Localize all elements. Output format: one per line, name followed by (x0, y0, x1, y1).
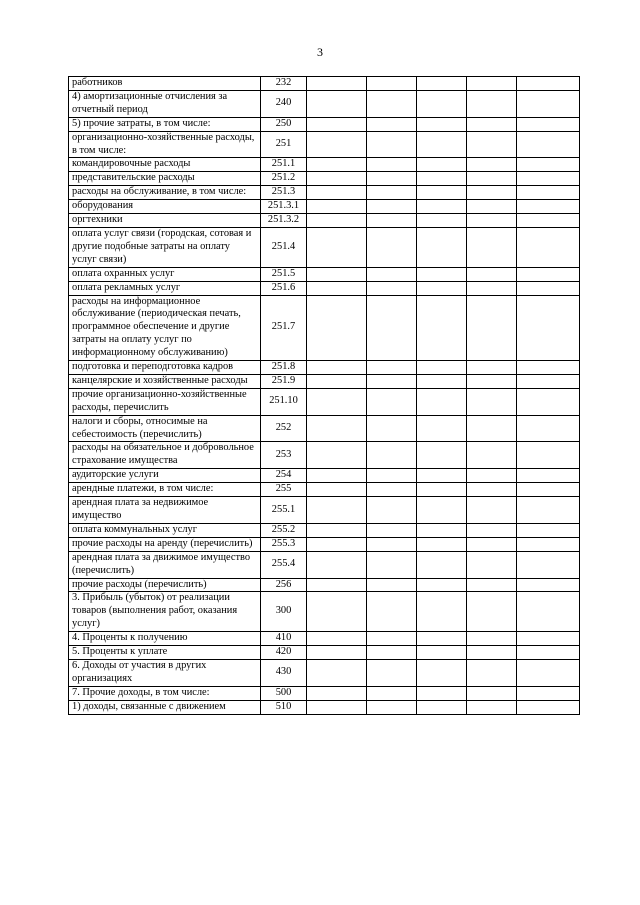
value-cell (307, 497, 367, 524)
value-cell (367, 131, 417, 158)
value-cell (467, 227, 517, 267)
row-code: 500 (261, 686, 307, 700)
value-cell (307, 388, 367, 415)
value-cell (517, 632, 580, 646)
value-cell (417, 592, 467, 632)
value-cell (417, 632, 467, 646)
row-code: 251.5 (261, 267, 307, 281)
value-cell (517, 281, 580, 295)
value-cell (467, 361, 517, 375)
table-row (69, 700, 580, 714)
table-row (69, 77, 580, 91)
value-cell (417, 295, 467, 361)
value-cell (467, 131, 517, 158)
row-name: расходы на обязательное и добровольное страхование имущества (69, 442, 261, 469)
value-cell (367, 77, 417, 91)
table-row (69, 158, 580, 172)
row-code: 420 (261, 646, 307, 660)
row-code: 255 (261, 483, 307, 497)
value-cell (307, 117, 367, 131)
table-row (69, 686, 580, 700)
value-cell (417, 267, 467, 281)
row-name: прочие расходы на аренду (перечислить) (69, 537, 261, 551)
value-cell (467, 578, 517, 592)
value-cell (417, 374, 467, 388)
table-row (69, 632, 580, 646)
value-cell (307, 415, 367, 442)
row-code: 253 (261, 442, 307, 469)
row-name: оплата услуг связи (городская, сотовая и другие подобные затраты на оплату услуг связи) (69, 227, 261, 267)
value-cell (307, 267, 367, 281)
value-cell (517, 172, 580, 186)
row-code: 410 (261, 632, 307, 646)
value-cell (307, 483, 367, 497)
value-cell (307, 592, 367, 632)
value-cell (367, 442, 417, 469)
row-code: 251.3 (261, 186, 307, 200)
value-cell (467, 646, 517, 660)
value-cell (367, 632, 417, 646)
value-cell (417, 497, 467, 524)
value-cell (417, 186, 467, 200)
value-cell (417, 700, 467, 714)
value-cell (417, 578, 467, 592)
row-name: 4) амортизационные отчисления за отчетный период (69, 90, 261, 117)
value-cell (307, 646, 367, 660)
value-cell (367, 267, 417, 281)
value-cell (367, 415, 417, 442)
value-cell (417, 77, 467, 91)
value-cell (517, 227, 580, 267)
row-code: 255.2 (261, 523, 307, 537)
row-code: 255.4 (261, 551, 307, 578)
value-cell (517, 90, 580, 117)
value-cell (467, 214, 517, 228)
value-cell (307, 469, 367, 483)
row-code: 252 (261, 415, 307, 442)
value-cell (307, 158, 367, 172)
value-cell (307, 186, 367, 200)
value-cell (307, 361, 367, 375)
value-cell (367, 497, 417, 524)
value-cell (307, 442, 367, 469)
value-cell (307, 374, 367, 388)
value-cell (467, 551, 517, 578)
value-cell (517, 295, 580, 361)
value-cell (517, 267, 580, 281)
row-name: командировочные расходы (69, 158, 261, 172)
table-row (69, 578, 580, 592)
value-cell (517, 131, 580, 158)
value-cell (307, 700, 367, 714)
table-row (69, 117, 580, 131)
row-name: прочие организационно-хозяйственные расходы, перечислить (69, 388, 261, 415)
row-code: 300 (261, 592, 307, 632)
row-code: 250 (261, 117, 307, 131)
value-cell (517, 686, 580, 700)
row-code: 240 (261, 90, 307, 117)
value-cell (467, 686, 517, 700)
value-cell (467, 267, 517, 281)
row-code: 251.10 (261, 388, 307, 415)
table-row (69, 131, 580, 158)
value-cell (467, 497, 517, 524)
row-name: 5. Проценты к уплате (69, 646, 261, 660)
value-cell (307, 227, 367, 267)
row-name: арендная плата за недвижимое имущество (69, 497, 261, 524)
row-name: арендная плата за движимое имущество (перечислить) (69, 551, 261, 578)
value-cell (367, 523, 417, 537)
value-cell (417, 90, 467, 117)
value-cell (467, 442, 517, 469)
value-cell (417, 646, 467, 660)
value-cell (517, 537, 580, 551)
value-cell (367, 90, 417, 117)
value-cell (517, 700, 580, 714)
value-cell (417, 227, 467, 267)
row-code: 254 (261, 469, 307, 483)
value-cell (517, 415, 580, 442)
table-row (69, 592, 580, 632)
value-cell (467, 632, 517, 646)
value-cell (307, 686, 367, 700)
table-row (69, 172, 580, 186)
row-code: 255.1 (261, 497, 307, 524)
value-cell (367, 295, 417, 361)
value-cell (417, 200, 467, 214)
value-cell (367, 172, 417, 186)
value-cell (517, 646, 580, 660)
value-cell (307, 632, 367, 646)
value-cell (307, 172, 367, 186)
value-cell (367, 592, 417, 632)
row-name: канцелярские и хозяйственные расходы (69, 374, 261, 388)
value-cell (467, 469, 517, 483)
value-cell (367, 388, 417, 415)
value-cell (417, 523, 467, 537)
value-cell (517, 442, 580, 469)
value-cell (517, 578, 580, 592)
value-cell (417, 659, 467, 686)
value-cell (367, 214, 417, 228)
value-cell (367, 483, 417, 497)
table-row (69, 469, 580, 483)
value-cell (367, 200, 417, 214)
row-name: 6. Доходы от участия в других организациях (69, 659, 261, 686)
value-cell (517, 374, 580, 388)
value-cell (467, 281, 517, 295)
value-cell (367, 374, 417, 388)
value-cell (417, 537, 467, 551)
table-row (69, 659, 580, 686)
value-cell (307, 77, 367, 91)
table-row (69, 483, 580, 497)
value-cell (367, 469, 417, 483)
table-row (69, 497, 580, 524)
value-cell (307, 295, 367, 361)
value-cell (417, 158, 467, 172)
value-cell (467, 158, 517, 172)
table-row (69, 90, 580, 117)
value-cell (467, 172, 517, 186)
value-cell (467, 700, 517, 714)
value-cell (517, 186, 580, 200)
value-cell (417, 361, 467, 375)
value-cell (517, 551, 580, 578)
value-cell (517, 117, 580, 131)
value-cell (417, 214, 467, 228)
value-cell (417, 131, 467, 158)
value-cell (367, 659, 417, 686)
value-cell (307, 551, 367, 578)
table-row (69, 281, 580, 295)
value-cell (517, 214, 580, 228)
value-cell (367, 700, 417, 714)
value-cell (417, 551, 467, 578)
row-code: 256 (261, 578, 307, 592)
row-code: 430 (261, 659, 307, 686)
table-row (69, 361, 580, 375)
value-cell (417, 469, 467, 483)
value-cell (417, 281, 467, 295)
value-cell (307, 659, 367, 686)
row-name: организационно-хозяйственные расходы, в том числе: (69, 131, 261, 158)
row-name: 7. Прочие доходы, в том числе: (69, 686, 261, 700)
value-cell (307, 90, 367, 117)
table-row (69, 227, 580, 267)
value-cell (467, 592, 517, 632)
value-cell (367, 281, 417, 295)
row-code: 255.3 (261, 537, 307, 551)
row-code: 251.3.2 (261, 214, 307, 228)
value-cell (467, 483, 517, 497)
table-body (69, 77, 580, 715)
value-cell (417, 117, 467, 131)
value-cell (467, 523, 517, 537)
row-name: представительские расходы (69, 172, 261, 186)
value-cell (517, 200, 580, 214)
value-cell (367, 117, 417, 131)
row-code: 251.8 (261, 361, 307, 375)
row-name: оборудования (69, 200, 261, 214)
value-cell (417, 388, 467, 415)
row-name: работников (69, 77, 261, 91)
value-cell (517, 483, 580, 497)
row-code: 251.3.1 (261, 200, 307, 214)
row-name: подготовка и переподготовка кадров (69, 361, 261, 375)
value-cell (467, 117, 517, 131)
row-name: арендные платежи, в том числе: (69, 483, 261, 497)
value-cell (467, 90, 517, 117)
row-name: оплата коммунальных услуг (69, 523, 261, 537)
value-cell (467, 659, 517, 686)
row-name: 3. Прибыль (убыток) от реализации товаров (выполнения работ, оказания услуг) (69, 592, 261, 632)
value-cell (417, 442, 467, 469)
page-number: 3 (317, 45, 323, 59)
row-code: 251.1 (261, 158, 307, 172)
value-cell (517, 388, 580, 415)
table-row (69, 374, 580, 388)
value-cell (517, 77, 580, 91)
table-row (69, 537, 580, 551)
value-cell (467, 388, 517, 415)
value-cell (367, 578, 417, 592)
table-row (69, 523, 580, 537)
row-name: 1) доходы, связанные с движением (69, 700, 261, 714)
value-cell (517, 497, 580, 524)
row-name: 5) прочие затраты, в том числе: (69, 117, 261, 131)
row-code: 251 (261, 131, 307, 158)
table-row (69, 214, 580, 228)
value-cell (367, 361, 417, 375)
value-cell (307, 578, 367, 592)
value-cell (367, 158, 417, 172)
value-cell (417, 172, 467, 186)
table-row (69, 442, 580, 469)
table-row (69, 295, 580, 361)
value-cell (367, 186, 417, 200)
row-name: аудиторские услуги (69, 469, 261, 483)
table-row (69, 267, 580, 281)
budget-table (68, 76, 580, 715)
value-cell (517, 523, 580, 537)
value-cell (417, 686, 467, 700)
value-cell (467, 200, 517, 214)
table-row (69, 186, 580, 200)
value-cell (467, 537, 517, 551)
value-cell (517, 469, 580, 483)
row-code: 251.9 (261, 374, 307, 388)
value-cell (517, 158, 580, 172)
value-cell (307, 200, 367, 214)
value-cell (417, 415, 467, 442)
value-cell (517, 361, 580, 375)
row-name: оплата охранных услуг (69, 267, 261, 281)
value-cell (307, 537, 367, 551)
row-name: оплата рекламных услуг (69, 281, 261, 295)
value-cell (417, 483, 467, 497)
table-row (69, 415, 580, 442)
table-row (69, 388, 580, 415)
row-name: расходы на информационное обслуживание (периодическая печать, программное обеспечение и другие затраты на оплату услуг по информационному обслуживанию) (69, 295, 261, 361)
row-name: 4. Проценты к получению (69, 632, 261, 646)
row-code: 251.4 (261, 227, 307, 267)
table-row (69, 551, 580, 578)
value-cell (467, 295, 517, 361)
value-cell (467, 186, 517, 200)
value-cell (367, 537, 417, 551)
row-code: 510 (261, 700, 307, 714)
value-cell (467, 415, 517, 442)
value-cell (517, 592, 580, 632)
value-cell (307, 523, 367, 537)
row-code: 232 (261, 77, 307, 91)
value-cell (307, 281, 367, 295)
value-cell (367, 551, 417, 578)
row-name: расходы на обслуживание, в том числе: (69, 186, 261, 200)
row-name: оргтехники (69, 214, 261, 228)
table-row (69, 200, 580, 214)
value-cell (467, 77, 517, 91)
value-cell (367, 646, 417, 660)
table-row (69, 646, 580, 660)
row-name: прочие расходы (перечислить) (69, 578, 261, 592)
row-code: 251.6 (261, 281, 307, 295)
row-code: 251.2 (261, 172, 307, 186)
row-code: 251.7 (261, 295, 307, 361)
value-cell (367, 227, 417, 267)
value-cell (467, 374, 517, 388)
value-cell (367, 686, 417, 700)
value-cell (517, 659, 580, 686)
value-cell (307, 214, 367, 228)
value-cell (307, 131, 367, 158)
row-name: налоги и сборы, относимые на себестоимость (перечислить) (69, 415, 261, 442)
